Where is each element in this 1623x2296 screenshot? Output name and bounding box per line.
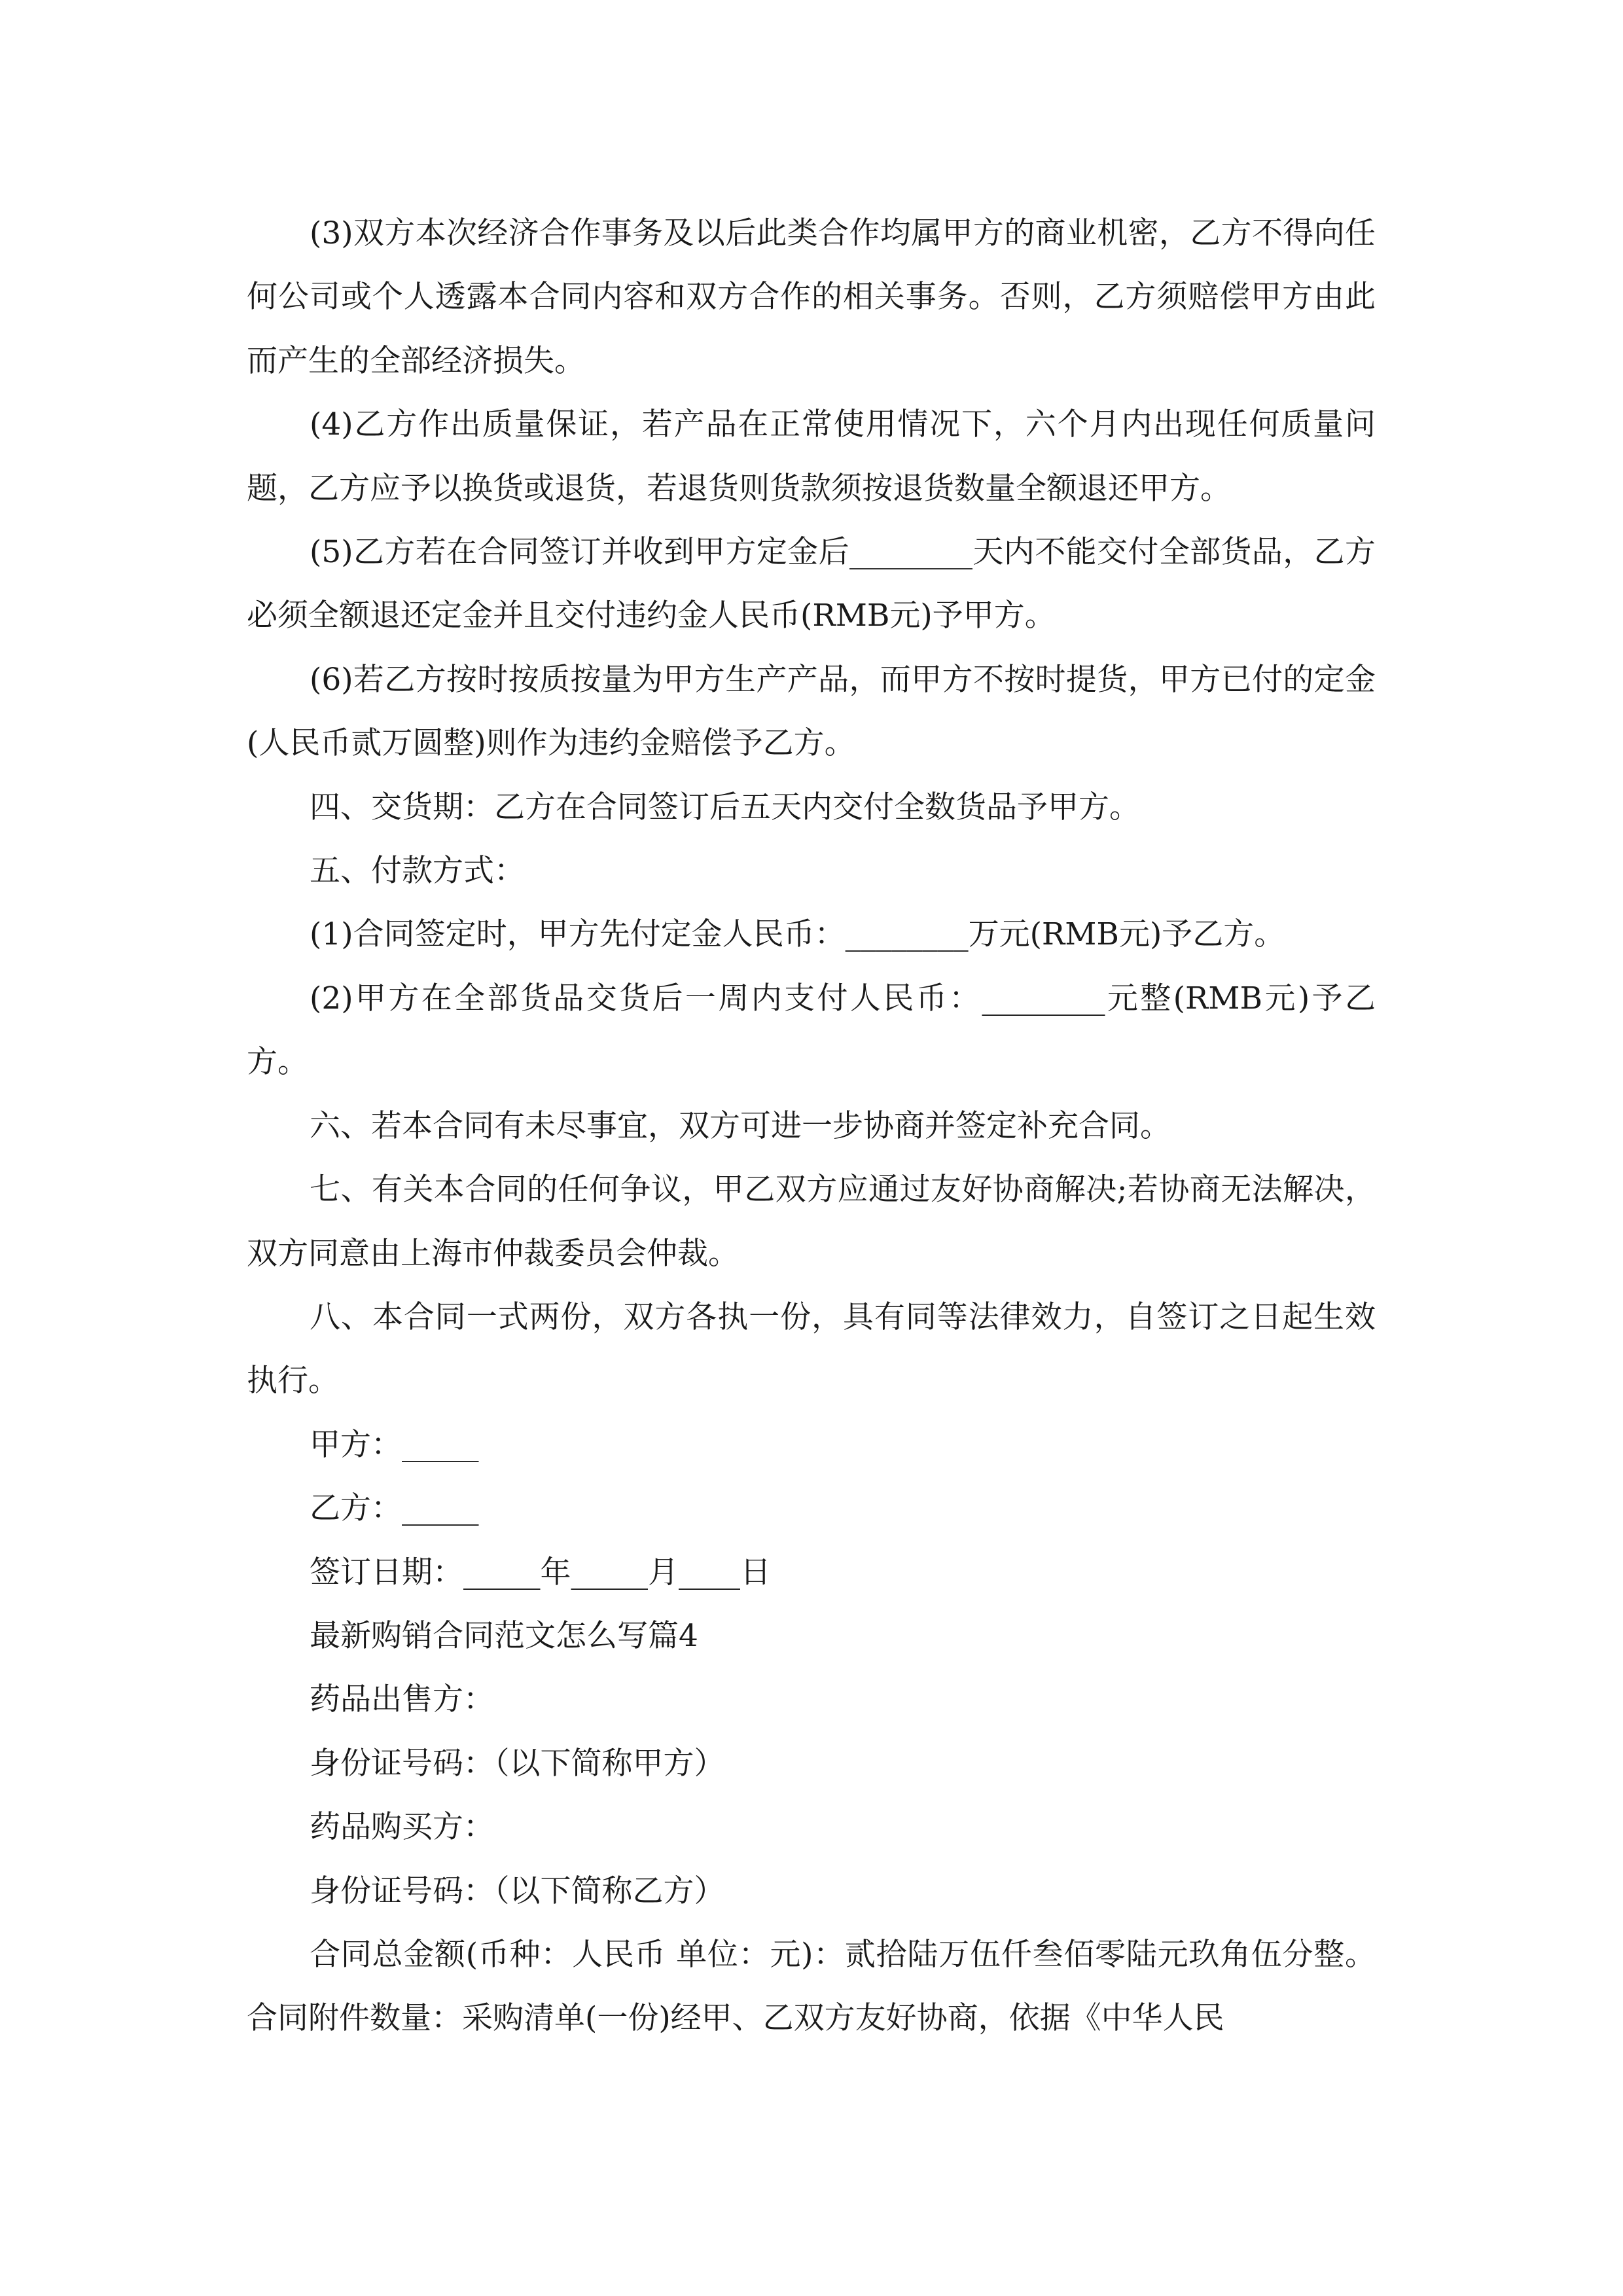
paragraph-supplementary: 六、若本合同有未尽事宜，双方可进一步协商并签定补充合同。 [310,1107,1171,1144]
signing-date: 签订日期：_____年_____月____日 [310,1554,771,1590]
buyer-id-number: 身份证号码：（以下简称乙方） [310,1873,725,1909]
document-body [247,202,1376,2051]
party-b-signature: 乙方：_____ [310,1490,479,1527]
paragraph-confidentiality: (3)双方本次经济合作事务及以后此类合作均属甲方的商业机密，乙方不得向任何公司或个人透露本合同内容和双方合作的相关事务。否则，乙方须赔偿甲方由此而产生的全部经济损失。 [247,215,1376,379]
paragraph-deposit: (1)合同签定时，甲方先付定金人民币：________万元(RMB元)予乙方。 [310,916,1285,953]
section-title: 最新购销合同范文怎么写篇4 [310,1617,698,1654]
seller-id-number: 身份证号码：（以下简称甲方） [310,1745,725,1782]
paragraph-pickup-default: (6)若乙方按时按质按量为甲方生产产品，而甲方不按时提货，甲方已付的定金(人民币贰万圆整)则作为违约金赔偿予乙方。 [247,661,1376,762]
paragraph-dispute: 七、有关本合同的任何争议，甲乙双方应通过友好协商解决;若协商无法解决，双方同意由上海市仲裁委员会仲裁。 [247,1172,1376,1272]
drug-seller: 药品出售方： [310,1681,494,1718]
heading-delivery-period: 四、交货期：乙方在合同签订后五天内交付全数货品予甲方。 [310,789,1140,825]
party-a-signature: 甲方：_____ [310,1426,479,1463]
heading-payment-method: 五、付款方式： [310,853,525,889]
paragraph-contract-amount: 合同总金额(币种：人民币 单位：元)：贰拾陆万伍仟叁佰零陆元玖角伍分整。 合同附件数量：采购清单(一份)经甲、乙双方友好协商，依据《中华人民 [247,1936,1376,2037]
paragraph-delivery-default: (5)乙方若在合同签订并收到甲方定金后________天内不能交付全部货品，乙方必须全额退还定金并且交付违约金人民币(RMB元)予甲方。 [247,534,1376,634]
paragraph-balance-payment: (2)甲方在全部货品交货后一周内支付人民币：________元整(RMB元)予乙方。 [247,980,1376,1081]
paragraph-copies: 八、本合同一式两份，双方各执一份，具有同等法律效力，自签订之日起生效执行。 [247,1299,1376,1399]
drug-buyer: 药品购买方： [310,1809,494,1846]
paragraph-quality-guarantee: (4)乙方作出质量保证，若产品在正常使用情况下，六个月内出现任何质量问题，乙方应予以换货或退货，若退货则货款须按退货数量全额退还甲方。 [247,406,1376,507]
